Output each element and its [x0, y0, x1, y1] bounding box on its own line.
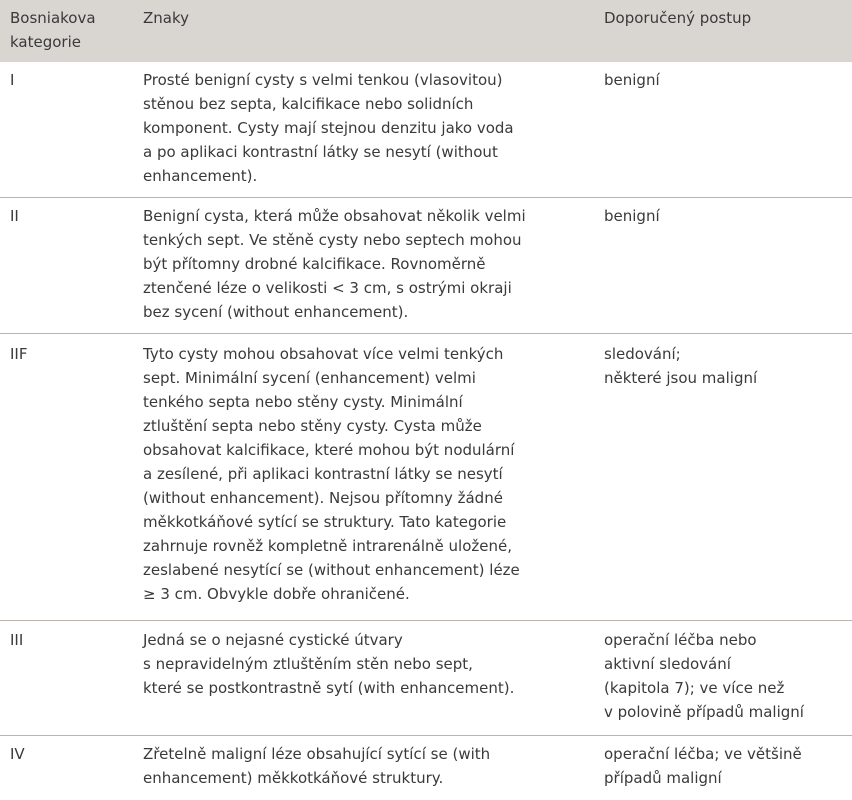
row-category: III [10, 631, 24, 649]
row-category: II [10, 207, 19, 225]
row-category: IV [10, 745, 25, 763]
header-signs: Znaky [143, 9, 190, 27]
row-procedure: benigní [604, 207, 660, 225]
row-divider [0, 333, 852, 334]
row-procedure: sledování; některé jsou maligní [604, 345, 758, 387]
row-signs: Benigní cysta, která může obsahovat několik velmi tenkých sept. Ve stěně cysty nebo septech mohou být přítomny drobné kalcifikace. Rovnoměrně ztenčené léze o velikosti < 3 cm, s ostrými okraji bez sycení (without enhancement). [143, 207, 526, 321]
row-divider [0, 620, 852, 621]
row-procedure: operační léčba; ve většině případů maligní [604, 745, 802, 787]
row-signs: Jedná se o nejasné cystické útvary s nepravidelným ztluštěním stěn nebo sept, které se postkontrastně sytí (with enhancement). [143, 631, 515, 697]
header-procedure: Doporučený postup [604, 9, 752, 27]
header-category: Bosniakova kategorie [10, 9, 96, 51]
row-category: IIF [10, 345, 28, 363]
row-signs: Tyto cysty mohou obsahovat více velmi tenkých sept. Minimální sycení (enhancement) velmi tenkého septa nebo stěny cysty. Minimální ztluštění septa nebo stěny cysty. Cysta může obsahovat kalcifikace, které mohou být nodulární a zesílené, při aplikaci kontrastní látky se nesytí (without enhancement). Nejsou přítomny žádné měkkotkáňové sytící se struktury. Tato kategorie zahrnuje rovněž kompletně intrarenálně uložené, zeslabené nesytící se (without enhancement) léze ≥ 3 cm. Obvykle dobře ohraničené. [143, 345, 520, 603]
row-category: I [10, 71, 15, 89]
table-header [0, 0, 852, 62]
row-procedure: operační léčba nebo aktivní sledování (kapitola 7); ve více než v polovině případů maligní [604, 631, 804, 721]
row-divider [0, 197, 852, 198]
row-signs: Prosté benigní cysty s velmi tenkou (vlasovitou) stěnou bez septa, kalcifikace nebo solidních komponent. Cysty mají stejnou denzitu jako voda a po aplikaci kontrastní látky se nesytí (without enhancement). [143, 71, 514, 185]
row-divider [0, 735, 852, 736]
row-signs: Zřetelně maligní léze obsahující sytící se (with enhancement) měkkotkáňové struktury. [143, 745, 491, 787]
row-procedure: benigní [604, 71, 660, 89]
